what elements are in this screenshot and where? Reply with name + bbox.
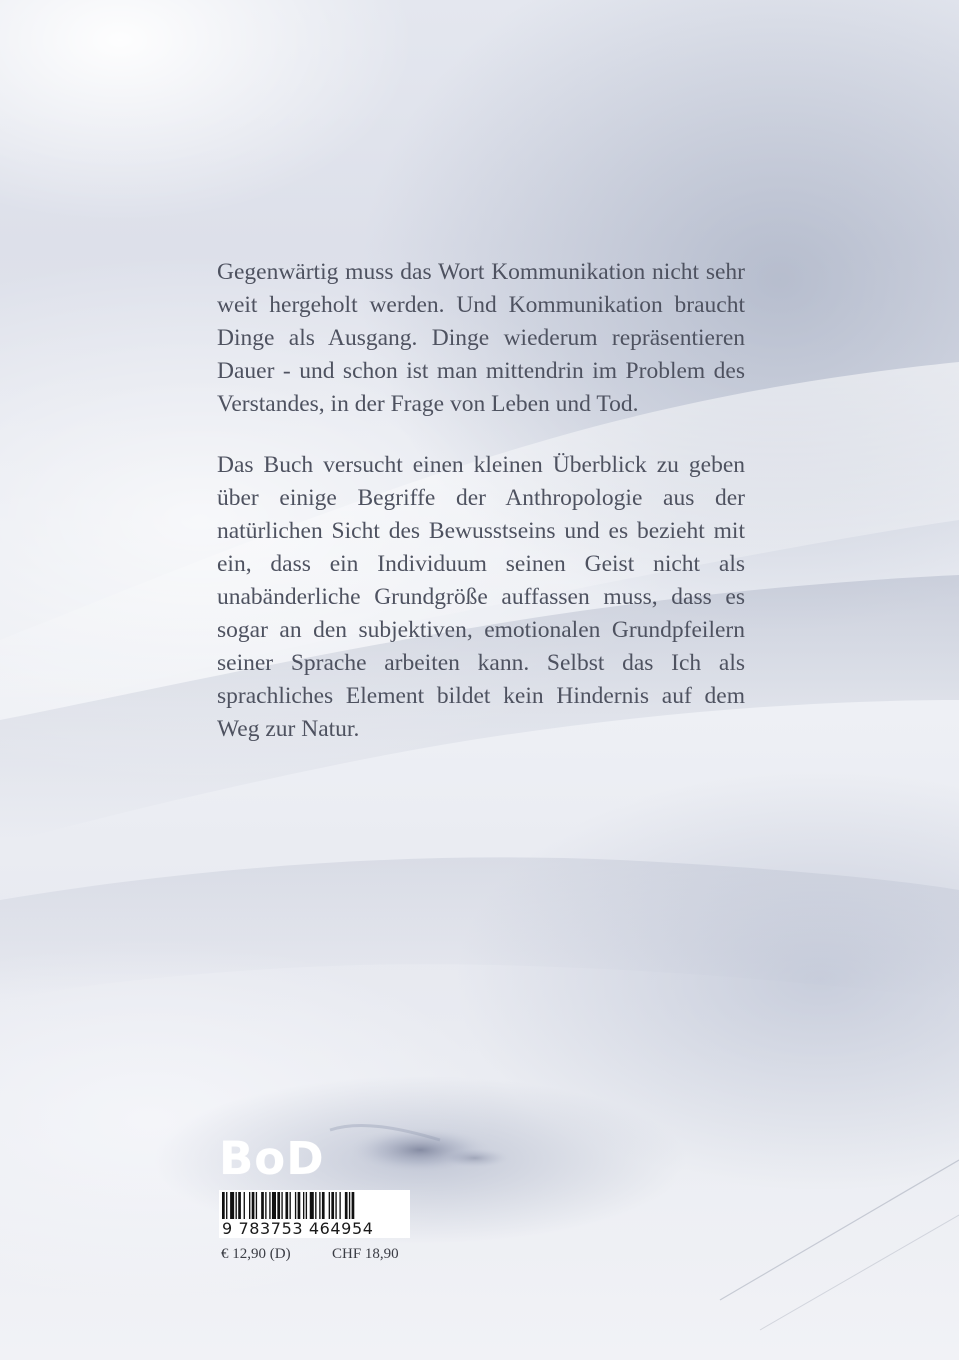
back-cover-blurb [217, 256, 745, 774]
blurb-paragraph-2: Das Buch versucht einen kleinen Überblick zu geben über einige Begriffe der Anthropologie aus der natürlichen Sicht des Bewusstseins und es bezieht mit ein, dass ein Individuum seinen Geist nicht als unabänderliche Grundgröße auffassen muss, dass es sogar an den subjektiven, emotionalen Grundpfeilern seiner Sprache arbeiten kann. Selbst das Ich als sprachliches Element bildet kein Hindernis auf dem Weg zur Natur. [217, 452, 745, 742]
publisher-logo: BoD [219, 1132, 325, 1185]
isbn-number: 9 783753 464954 [219, 1219, 410, 1238]
barcode-bars [219, 1190, 410, 1220]
price-switzerland: CHF 18,90 [332, 1246, 399, 1262]
blurb-paragraph-1: Gegenwärtig muss das Wort Kommunikation nicht sehr weit hergeholt werden. Und Kommunikation braucht Dinge als Ausgang. Dinge wiederum repräsentieren Dauer - und schon ist man mittendrin im Problem des Verstandes, in der Frage von Leben und Tod. [217, 259, 745, 417]
price-germany: € 12,90 (D) [221, 1246, 291, 1262]
isbn-barcode [219, 1190, 410, 1238]
